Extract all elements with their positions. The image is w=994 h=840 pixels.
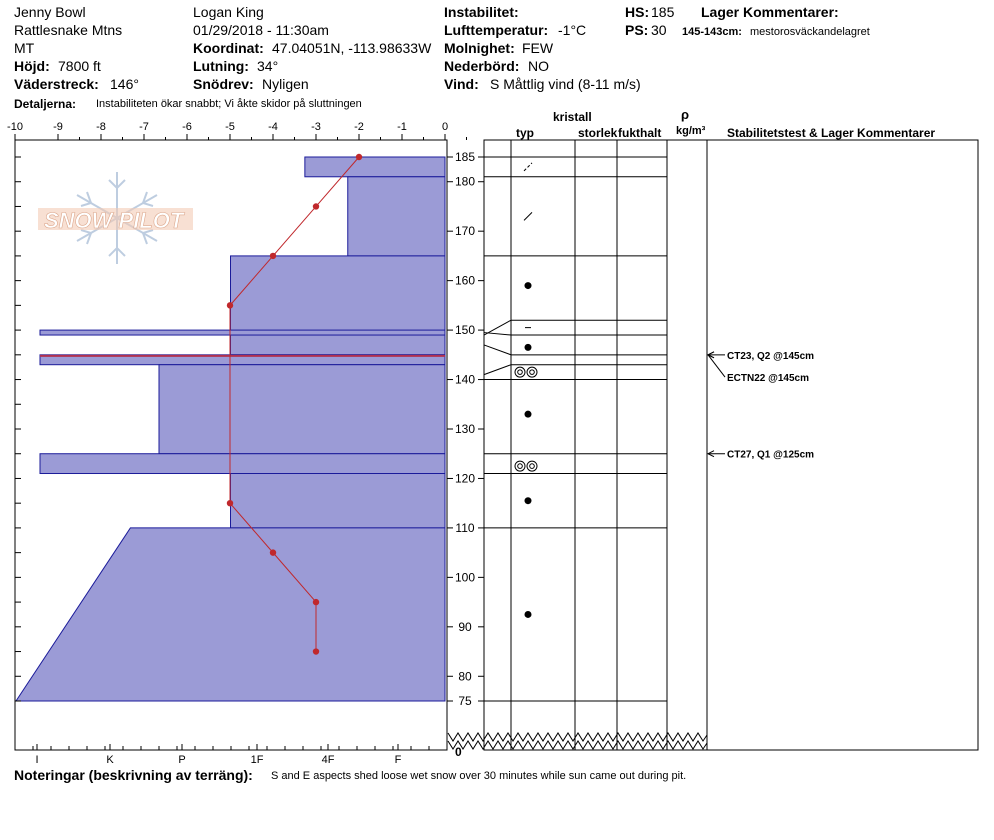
height-tick-label: 120 <box>454 471 476 486</box>
grain-melt-icon-inner <box>530 464 535 469</box>
layer-table-frame <box>484 140 978 750</box>
grain-round-icon <box>525 611 532 618</box>
grain-symbols <box>515 163 537 618</box>
temp-tick-label: -5 <box>225 121 235 133</box>
grain-melt-icon <box>515 461 525 471</box>
hardness-tick-label: 1F <box>250 754 264 766</box>
grain-melt-icon <box>527 461 537 471</box>
instability-label: Instabilitet: <box>444 4 519 20</box>
air-temperature-value: -1°C <box>558 22 587 38</box>
grain-melt-icon-inner <box>518 370 523 375</box>
height-tick-label: 90 <box>458 619 472 634</box>
hardness-tick-label: 4F <box>321 754 335 766</box>
temp-tick-label: -4 <box>268 121 278 133</box>
elevation-label: Höjd: <box>14 58 50 74</box>
hardness-layer-6 <box>40 454 445 474</box>
height-tick-label: 170 <box>454 224 476 239</box>
hardness-layer-3 <box>40 330 445 335</box>
temp-tick-label: -6 <box>182 121 192 133</box>
grain-decomposing-icon <box>524 163 532 171</box>
temperature-point <box>356 154 362 160</box>
air-temperature-label: Lufttemperatur: <box>444 22 549 38</box>
hardness-tick-label: F <box>394 754 402 766</box>
details-label: Detaljerna: <box>14 97 77 111</box>
hardness-layer-7 <box>231 474 446 528</box>
hardness-tick-label: I <box>35 754 39 766</box>
height-tick-label: 80 <box>458 669 472 684</box>
temperature-point <box>227 302 233 308</box>
layer-comments-label: Lager Kommentarer: <box>701 4 839 20</box>
pit-name: Jenny Bowl <box>14 4 86 20</box>
stability-test-label: ECTN22 @145cm <box>727 373 810 385</box>
grain-melt-icon-inner <box>530 370 535 375</box>
height-tick-label: 100 <box>454 570 476 585</box>
location: Rattlesnake Mtns <box>14 22 123 38</box>
observation-datetime: 01/29/2018 - 11:30am <box>193 22 329 38</box>
observer-name: Logan King <box>193 4 264 20</box>
temperature-point <box>313 203 319 209</box>
grain-round-icon <box>525 411 532 418</box>
wind-value: S Måttlig vind (8-11 m/s) <box>490 76 641 92</box>
header-kristall: kristall <box>553 110 592 124</box>
temperature-point <box>313 648 319 654</box>
header-typ: typ <box>516 126 534 140</box>
grain-round-icon <box>525 497 532 504</box>
details-value: Instabiliteten ökar snabbt; Vi åkte skidor på sluttningen <box>96 98 362 110</box>
sky-cover-value: FEW <box>522 40 554 56</box>
height-tick-label: 130 <box>454 422 476 436</box>
height-tick-label: 110 <box>455 520 475 535</box>
height-tick-label: 75 <box>458 694 472 708</box>
grain-melt-icon <box>527 367 537 377</box>
wind-label: Vind: <box>444 76 479 92</box>
hardness-layer-0 <box>305 157 445 177</box>
ps-value: 30 <box>651 22 667 38</box>
height-axis <box>447 150 484 708</box>
temp-tick-label: -1 <box>397 121 407 133</box>
hardness-tick-label: P <box>178 754 186 766</box>
grain-melt-icon-inner <box>518 464 523 469</box>
temp-tick-label: -2 <box>354 121 364 133</box>
temp-tick-label: -3 <box>311 121 321 133</box>
temp-tick-label: -9 <box>53 121 63 133</box>
aspect-label: Väderstreck: <box>14 76 99 92</box>
header-density-unit: kg/m³ <box>676 125 706 137</box>
coordinate-label: Koordinat: <box>193 40 264 56</box>
stability-test-arrow <box>708 355 725 377</box>
hs-label: HS: <box>625 4 650 20</box>
temperature-point <box>227 500 233 506</box>
hardness-layer-1 <box>348 177 445 256</box>
stability-test-label: CT27, Q1 @125cm <box>727 449 815 461</box>
layer-comment-range: 145-143cm: <box>682 26 742 38</box>
notes-label: Noteringar (beskrivning av terräng): <box>14 767 253 783</box>
wind-loading-label: Snödrev: <box>193 76 254 92</box>
temp-tick-label: 0 <box>441 121 449 133</box>
precipitation-value: NO <box>528 58 549 74</box>
hardness-layer-8 <box>16 528 445 701</box>
height-tick-label: 185 <box>454 150 476 164</box>
temperature-point <box>270 549 276 555</box>
column-separators <box>511 140 707 750</box>
precipitation-label: Nederbörd: <box>444 58 520 74</box>
header-stability: Stabilitetstest & Lager Kommentarer <box>727 126 936 140</box>
slope-label: Lutning: <box>193 58 249 74</box>
height-tick-label: 140 <box>454 372 476 387</box>
state: MT <box>14 40 35 56</box>
ground-label: 0 <box>455 745 462 759</box>
hardness-tick-label: K <box>106 754 114 766</box>
temperature-point <box>270 253 276 259</box>
height-tick-label: 150 <box>454 323 476 338</box>
ground-break-line <box>448 733 707 741</box>
ground-break-line-2 <box>448 741 707 749</box>
aspect-value: 146° <box>110 76 139 92</box>
temp-tick-label: -8 <box>96 121 106 133</box>
layer-comment-text: mestorosväckandelagret <box>750 26 870 38</box>
temperature-point <box>313 599 319 605</box>
grain-round-icon <box>525 282 532 289</box>
header-storlek: storlek <box>578 126 618 140</box>
temp-tick-label: -10 <box>7 121 23 133</box>
snowpilot-logo <box>38 172 193 264</box>
temp-tick-label: -7 <box>139 121 149 133</box>
grain-melt-icon <box>515 367 525 377</box>
header-fukthalt: fukthalt <box>618 126 662 140</box>
hs-value: 185 <box>651 4 675 20</box>
coordinate-value: 47.04051N, -113.98633W <box>272 40 432 56</box>
grain-decomposing-icon <box>524 212 532 220</box>
height-tick-label: 160 <box>454 273 476 288</box>
hardness-layer-5 <box>159 365 445 454</box>
stability-test-label: CT23, Q2 @145cm <box>727 350 815 362</box>
hardness-axis <box>15 744 447 766</box>
ps-label: PS: <box>625 22 649 38</box>
hardness-layer-2 <box>231 256 446 355</box>
elevation-value: 7800 ft <box>58 58 101 74</box>
header-rho: ρ <box>681 107 690 122</box>
svg-text:SNOW PILOT: SNOW PILOT <box>44 208 184 233</box>
height-tick-label: 180 <box>454 174 476 189</box>
grain-round-icon <box>525 344 532 351</box>
slope-value: 34° <box>257 58 279 74</box>
sky-cover-label: Molnighet: <box>444 40 515 56</box>
wind-loading-value: Nyligen <box>262 76 309 92</box>
notes-value: S and E aspects shed loose wet snow over 30 minutes while sun came out during pit. <box>271 770 687 782</box>
stability-tests <box>708 351 814 461</box>
